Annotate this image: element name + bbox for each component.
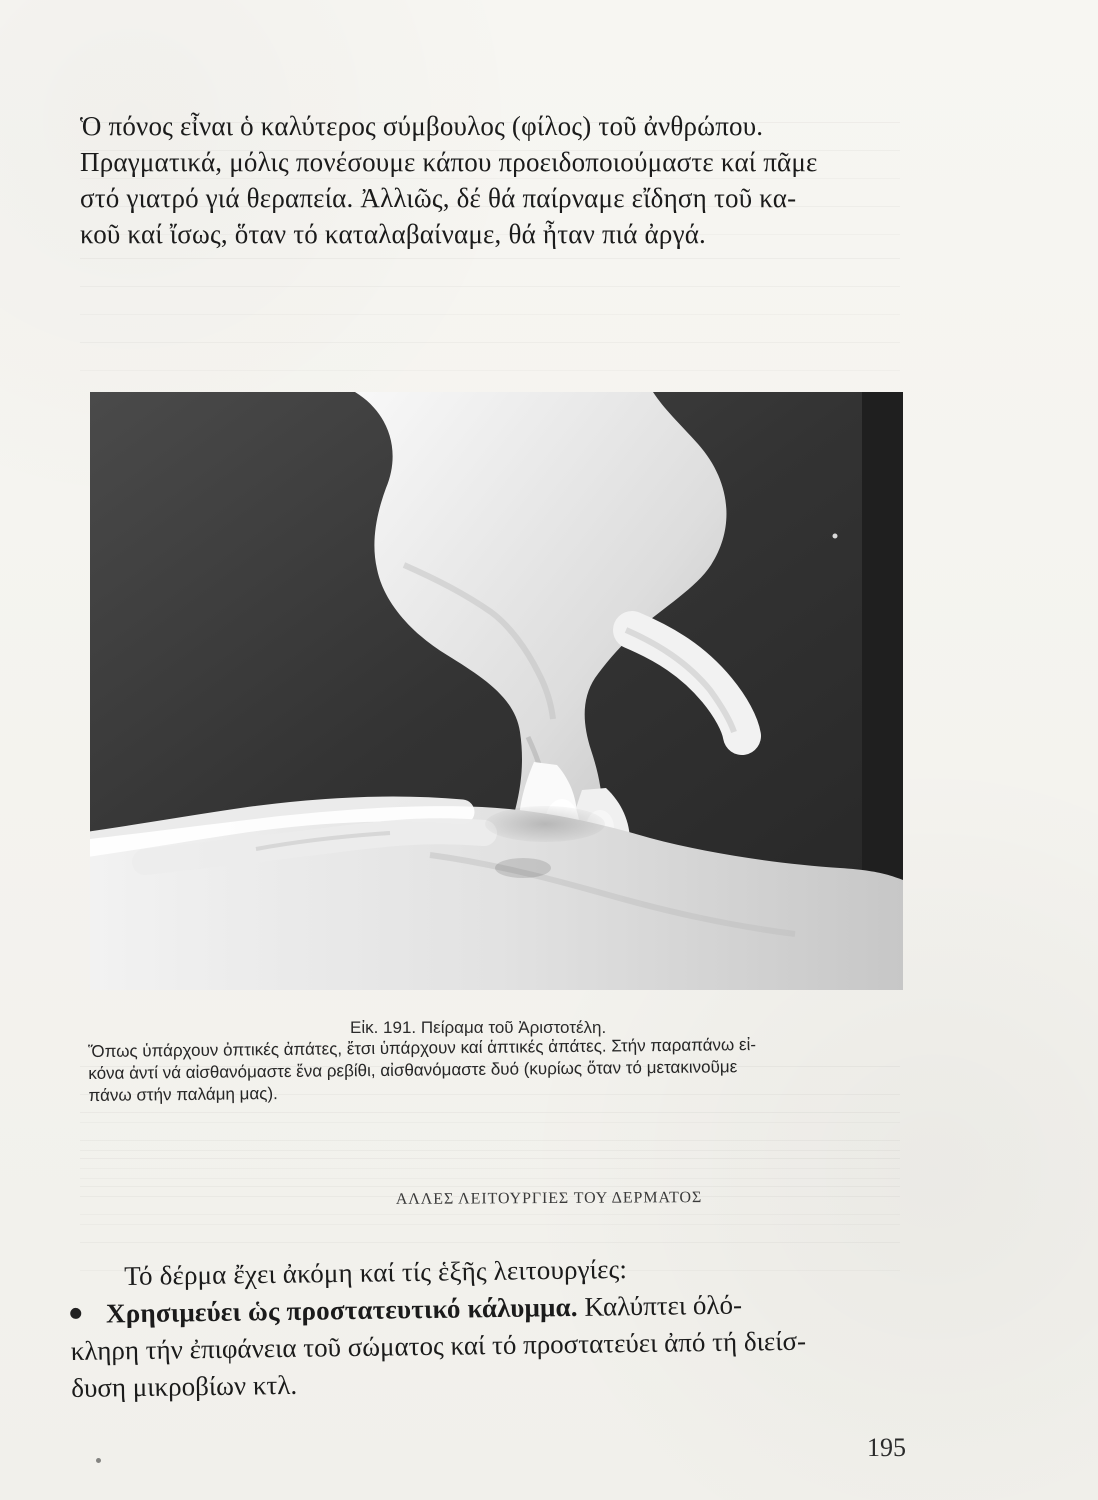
bleed-through-text xyxy=(80,1112,900,1113)
figure-caption-body xyxy=(88,1032,911,1107)
bullet-emphasis-text: Χρησιμεύει ὡς προστατευτικό κάλυμμα. xyxy=(105,1291,578,1329)
section-intro-line: Τό δέρμα ἔχει ἀκόμη καί τίς ἑξῆς λειτουργίες: xyxy=(124,1253,628,1291)
bleed-through-text xyxy=(80,1158,900,1159)
page-speck xyxy=(96,1458,101,1463)
bullet-paragraph xyxy=(70,1284,913,1407)
top-paragraph-line-1: Ὁ πόνος εἶναι ὁ καλύτερος σύμβουλος (φίλος) τοῦ ἀνθρώπου. xyxy=(80,111,764,141)
page-number: 195 xyxy=(867,1433,906,1462)
figure-caption-line-3: πάνω στήν παλάμη μας). xyxy=(88,1084,278,1105)
aristotle-experiment-photo xyxy=(90,392,903,990)
figure-caption-line-2: κόνα ἀντί νά αἰσθανόμαστε ἕνα ρεβίθι, αἰσθανόμαστε δυό (κυρίως ὅταν τό μετακινοῦμε xyxy=(88,1057,738,1083)
top-paragraph xyxy=(80,108,920,252)
top-paragraph-line-2: Πραγματικά, μόλις πονέσουμε κάπου προειδοποιούμαστε καί πᾶμε xyxy=(80,147,818,177)
bullet-third-line: δυση μικροβίων κτλ. xyxy=(71,1369,298,1403)
section-heading: ΑΛΛΕΣ ΛΕΙΤΟΥΡΓΙΕΣ ΤΟΥ ΔΕΡΜΑΤΟΣ xyxy=(395,1189,703,1208)
bullet-continuation-text: Καλύπτει όλό- xyxy=(584,1289,743,1322)
hand-experiment-image xyxy=(90,392,903,990)
bleed-through-text xyxy=(80,258,900,259)
top-paragraph-line-4: κοῦ καί ἴσως, ὅταν τό καταλαβαίναμε, θά ἦταν πιά ἀργά. xyxy=(80,219,706,249)
figure-caption-title: Εἰκ. 191. Πείραμα τοῦ Ἀριστοτέλη. xyxy=(350,1018,607,1037)
bullet-icon xyxy=(70,1308,81,1319)
top-paragraph-line-3: στό γιατρό γιά θεραπεία. Ἀλλιῶς, δέ θά παίρναμε εἴδηση τοῦ κα- xyxy=(80,183,797,213)
bullet-second-line: κληρη τήν ἐπιφάνεια τοῦ σώματος καί τό προστατεύει ἀπό τή διείσ- xyxy=(70,1325,807,1366)
figure-caption-line-1: Ὅπως ὑπάρχουν ὀπτικές ἀπάτες, ἔτσι ὑπάρχουν καί ἁπτικές ἀπάτες. Στήν παραπάνω εἰ- xyxy=(88,1035,757,1061)
